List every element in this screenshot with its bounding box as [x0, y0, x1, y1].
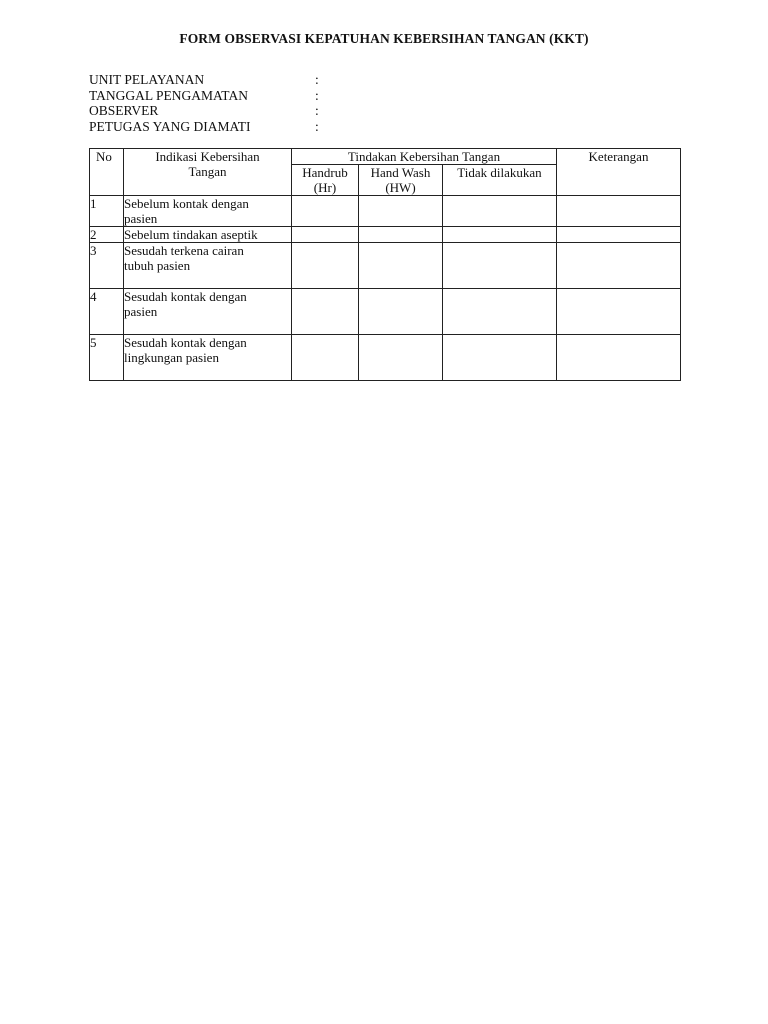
row-indikasi: Sebelum kontak dengan pasien: [124, 196, 292, 227]
field-colon: :: [315, 72, 319, 87]
row-number: 4: [90, 289, 124, 335]
row-indikasi: Sebelum tindakan aseptik: [124, 227, 292, 243]
cell-handwash[interactable]: [359, 243, 443, 289]
cell-keterangan[interactable]: [557, 289, 681, 335]
header-handwash: Hand Wash (HW): [359, 165, 443, 196]
field-colon: :: [315, 87, 319, 103]
table-row: [90, 196, 681, 227]
table-row: [90, 289, 681, 335]
observation-table: [89, 148, 681, 381]
row-indikasi: Sesudah kontak dengan pasien: [124, 289, 292, 335]
row-number: 1: [90, 196, 124, 227]
table-row: [90, 243, 681, 289]
cell-handrub[interactable]: [292, 335, 359, 381]
field-colon: :: [315, 118, 319, 134]
cell-handrub[interactable]: [292, 289, 359, 335]
field-label: TANGGAL PENGAMATAN: [89, 87, 248, 103]
field-label: UNIT PELAYANAN: [89, 72, 205, 87]
cell-handrub[interactable]: [292, 227, 359, 243]
row-number: 2: [90, 227, 124, 243]
header-tindakan: Tindakan Kebersihan Tangan: [292, 149, 557, 165]
header-tidak-dilakukan: Tidak dilakukan: [443, 165, 557, 196]
row-number: 3: [90, 243, 124, 289]
cell-handrub[interactable]: [292, 196, 359, 227]
cell-handrub[interactable]: [292, 243, 359, 289]
cell-tidak-dilakukan[interactable]: [443, 289, 557, 335]
header-indikasi: Indikasi Kebersihan Tangan: [124, 149, 292, 196]
header-handrub: Handrub (Hr): [292, 165, 359, 196]
table-row: [90, 227, 681, 243]
form-title: FORM OBSERVASI KEPATUHAN KEBERSIHAN TANGAN (KKT): [179, 31, 589, 46]
cell-handwash[interactable]: [359, 289, 443, 335]
table-row: [90, 335, 681, 381]
cell-handwash[interactable]: [359, 227, 443, 243]
cell-keterangan[interactable]: [557, 227, 681, 243]
field-label: OBSERVER: [89, 103, 159, 118]
cell-handwash[interactable]: [359, 196, 443, 227]
cell-handwash[interactable]: [359, 335, 443, 381]
field-label: PETUGAS YANG DIAMATI: [89, 118, 251, 134]
table-header-row: [90, 149, 681, 165]
cell-keterangan[interactable]: [557, 243, 681, 289]
cell-tidak-dilakukan[interactable]: [443, 243, 557, 289]
cell-tidak-dilakukan[interactable]: [443, 335, 557, 381]
row-indikasi: Sesudah kontak dengan lingkungan pasien: [124, 335, 292, 381]
cell-keterangan[interactable]: [557, 335, 681, 381]
header-no: No: [90, 149, 124, 196]
row-indikasi: Sesudah terkena cairan tubuh pasien: [124, 243, 292, 289]
field-colon: :: [315, 103, 319, 118]
row-number: 5: [90, 335, 124, 381]
cell-tidak-dilakukan[interactable]: [443, 196, 557, 227]
cell-tidak-dilakukan[interactable]: [443, 227, 557, 243]
cell-keterangan[interactable]: [557, 196, 681, 227]
header-keterangan: Keterangan: [557, 149, 681, 196]
